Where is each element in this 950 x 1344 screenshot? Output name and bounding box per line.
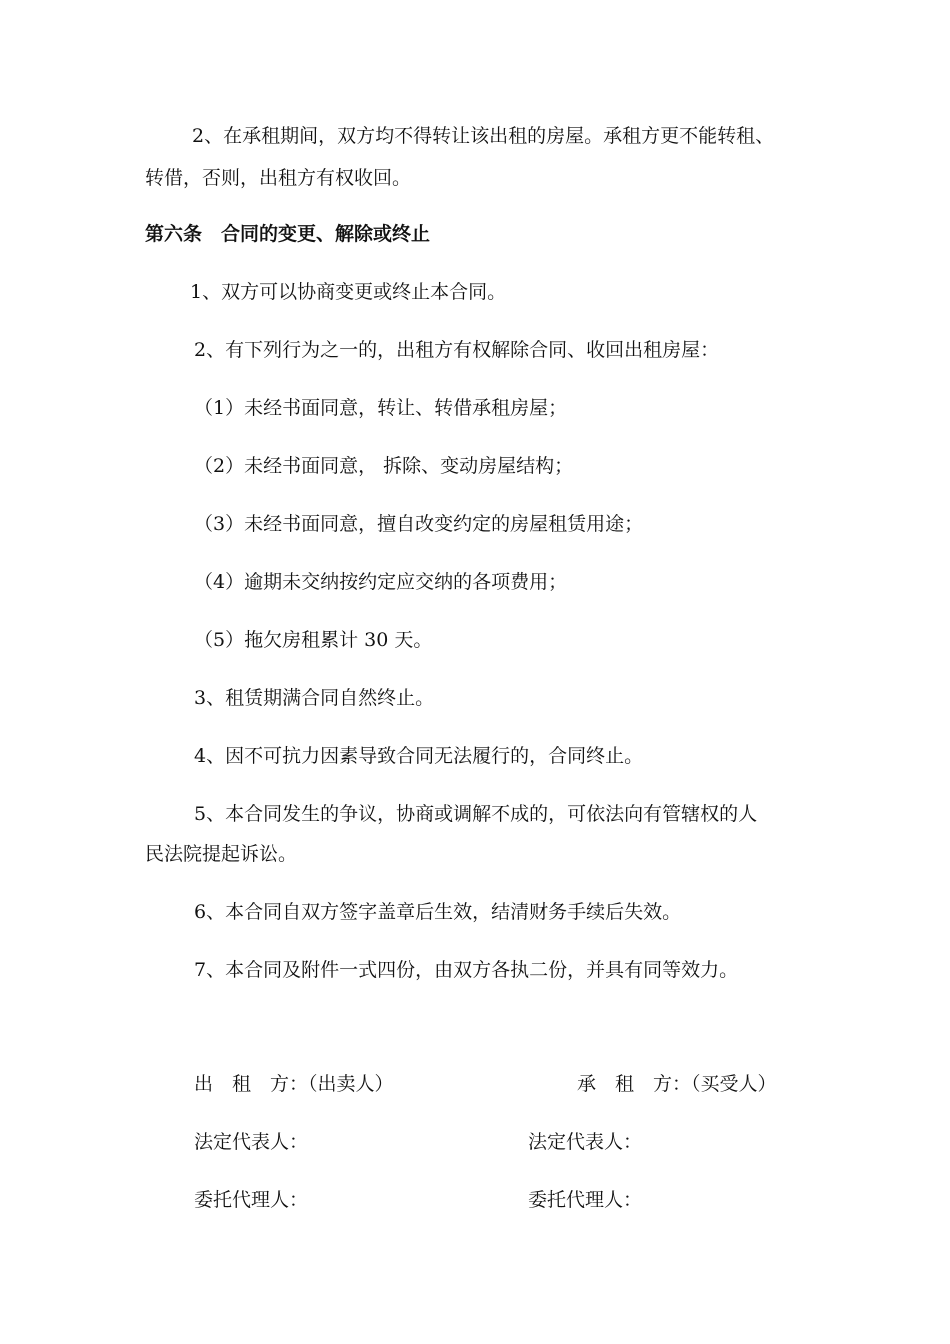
clause6-item7: 7、本合同及附件一式四份，由双方各执二份，并具有同等效力。 xyxy=(194,959,739,981)
clause6-sub4: （4）逾期未交纳按约定应交纳的各项费用； xyxy=(194,571,568,593)
clause6-item1: 1、双方可以协商变更或终止本合同。 xyxy=(190,281,507,303)
clause6-heading: 第六条 合同的变更、解除或终止 xyxy=(145,223,431,245)
lessor-label: 出 租 方：（出卖人） xyxy=(194,1073,394,1095)
clause5-item2-line1: 2、在承租期间，双方均不得转让该出租的房屋。承租方更不能转租、 xyxy=(192,125,775,147)
clause6-item3: 3、租赁期满合同自然终止。 xyxy=(194,687,435,709)
lessor-legal-representative: 法定代表人： xyxy=(194,1131,309,1153)
clause6-item5-line2: 民法院提起诉讼。 xyxy=(145,843,298,865)
clause6-sub1: （1）未经书面同意，转让、转借承租房屋； xyxy=(194,397,568,419)
clause6-item2: 2、有下列行为之一的，出租方有权解除合同、收回出租房屋： xyxy=(194,339,720,361)
lessee-authorized-agent: 委托代理人： xyxy=(528,1189,643,1211)
clause6-item6: 6、本合同自双方签字盖章后生效，结清财务手续后失效。 xyxy=(194,901,682,923)
clause6-item4: 4、因不可抗力因素导致合同无法履行的，合同终止。 xyxy=(194,745,644,767)
clause6-sub2: （2）未经书面同意， 拆除、变动房屋结构； xyxy=(194,455,574,477)
clause5-item2-line2: 转借，否则，出租方有权收回。 xyxy=(145,167,412,189)
clause6-item5-line1: 5、本合同发生的争议，协商或调解不成的，可依法向有管辖权的人 xyxy=(194,803,758,825)
clause6-sub3: （3）未经书面同意，擅自改变约定的房屋租赁用途； xyxy=(194,513,644,535)
clause6-sub5: （5）拖欠房租累计 30 天。 xyxy=(194,629,433,651)
lessee-legal-representative: 法定代表人： xyxy=(528,1131,643,1153)
lessor-authorized-agent: 委托代理人： xyxy=(194,1189,309,1211)
lessee-label: 承 租 方：（买受人） xyxy=(577,1073,777,1095)
